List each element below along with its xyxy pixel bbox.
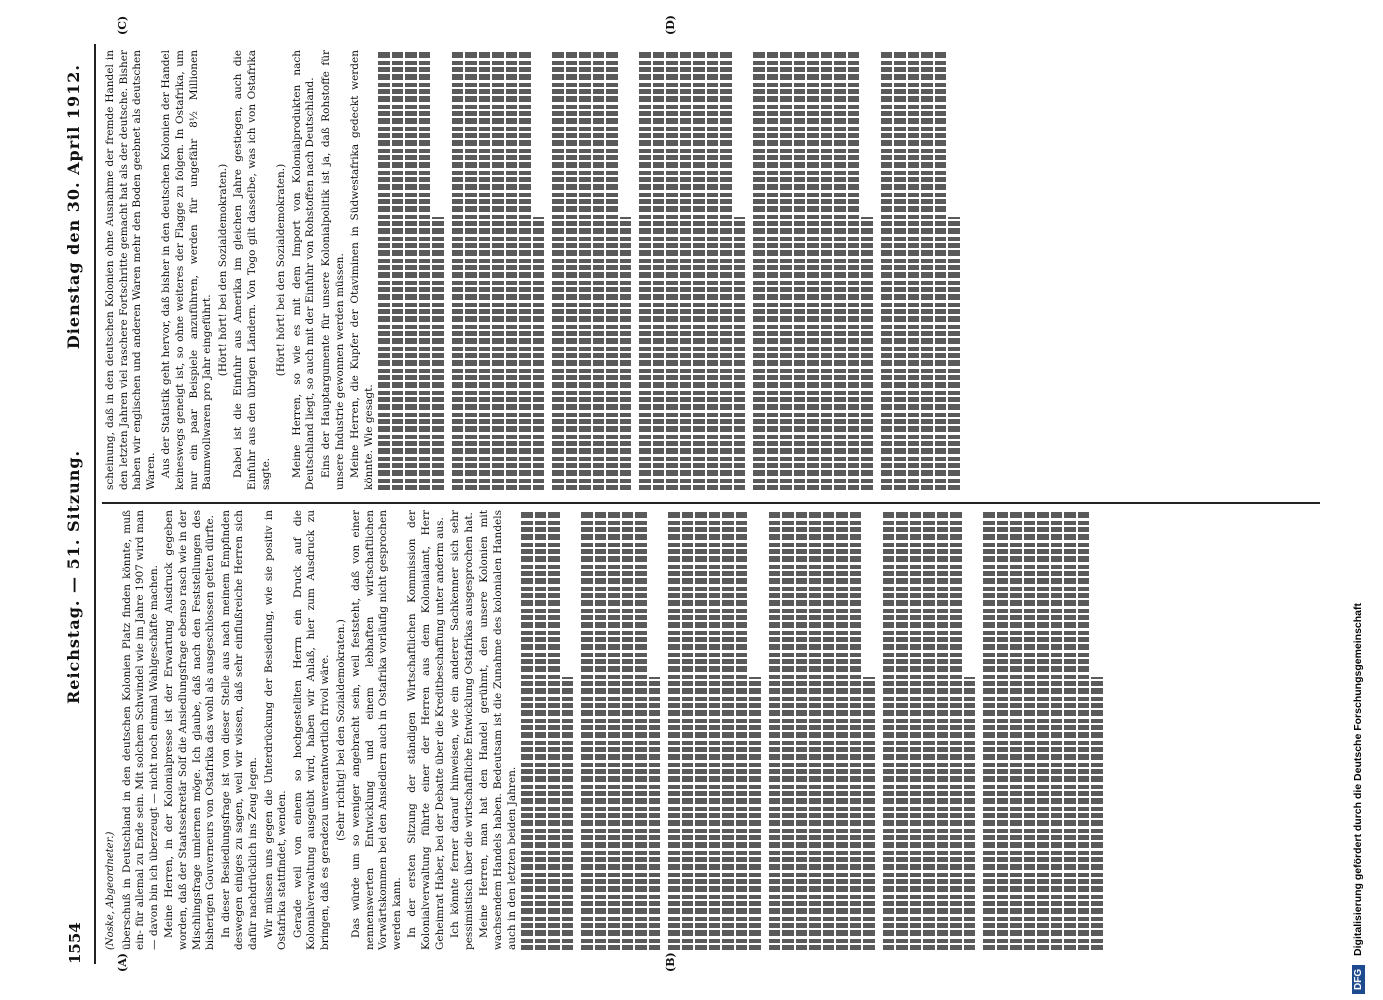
speaker-label: (Noske, Abgeordneter.): [105, 831, 116, 950]
margin-mark-b: (B): [664, 952, 677, 972]
paragraph: überschuß in Deutschland in den deutschen Kolonien Platz finden könnte, muß ein- für allemal zu Ende sein. Mit solchem Schwindel wie im Jahre 1907 wird man — davon bin ich überzeugt — nicht noch einmal Wahlgeschäfte machen.: [120, 510, 160, 950]
page-number: 1554: [66, 922, 84, 964]
paragraph: scheinung, daß in den deutschen Kolonien ohne Ausnahme der fremde Handel in den letzten Jahren viel raschere Fortschritte gemacht hat als der deutsche. Bisher haben wir englischen und anderen Waren mehr den Boden geebnet als deutschen Waren.: [104, 50, 157, 490]
paragraph: Gerade weil von einem so hochgestellten Herrn ein Druck auf die Kolonialverwaltung ausgeübt wird, haben wir Anlaß, hier zum Ausdruck zu bringen, daß es geradezu unverantwortlich frivol wäre.: [291, 510, 331, 950]
paragraph: Meine Herren, so wie es mit dem Import von Kolonialprodukten nach Deutschland liegt, so auch mit der Einfuhr von Rohstoffen nach Deutschland.: [290, 50, 317, 490]
header-rule: [94, 44, 96, 964]
text-lines-filler: [378, 50, 960, 490]
interjection: (Sehr richtig! bei den Sozialdemokraten.): [334, 619, 347, 841]
interjection: (Hört! hört! bei den Sozialdemokraten.): [216, 163, 229, 377]
paragraph: Aus der Statistik geht hervor, daß bisher in den deutschen Kolonien der Handel keineswegs geneigt ist, so ohne weiteres der Flagge zu folgen. In Ostafrika, um nur ein paar Beispiele anzuführen, werden für ungefähr 8½ Millionen Baumwollwaren pro Jahr eingeführt.: [160, 50, 214, 490]
interjection: (Hört! hört! bei den Sozialdemokraten.): [275, 163, 288, 377]
dfg-credit: [1352, 9, 1374, 994]
paragraph: Meine Herren, in der Kolonialpresse ist der Erwartung Ausdruck gegeben worden, daß der Staatssekretär Solf die Ansiedlungsfrage ebenso rasch wie in der Mischlingsfrage umlernen möge. Ich glaube, daß nach den Feststellungen des bisherigen Gouverneurs von Ostafrika das wohl als ausgeschlossen gelten dürfte.: [163, 510, 217, 950]
margin-mark-a: (A): [116, 953, 129, 972]
paragraph: Meine Herren, man hat den Handel gerühmt, den unsere Kolonien mit wachsendem Handels haben. Bedeutsam ist die Zunahme des kolonialen Handels auch in den letzten beiden Jahren.: [478, 510, 518, 950]
paragraph: In dieser Besiedlungsfrage ist von dieser Stelle aus nach meinem Empfinden deswegen einiges zu sagen, weil wir wissen, daß sehr einflußreiche Herren sich dafür nachdrücklich ins Zeug legen.: [219, 510, 259, 950]
paragraph: In der ersten Sitzung der ständigen Wirtschaftlichen Kommission der Kolonialverwaltung führte einer der Herren aus dem Kolonialamt, Herr Geheimrat Haber, bei der Debatte über die Kreditbeschaffung unter anderm aus.: [406, 510, 446, 950]
text-lines-filler: [521, 510, 1103, 950]
dfg-logo: DFG: [1352, 965, 1365, 994]
paragraph: Das würde um so weniger angebracht sein, weil feststeht, daß von einer nennenswerten Entwicklung und einem lebhaften wirtschaftlichen Vorwärtskommen bei den Ansiedlern auch in Ostafrika vorläufig nicht gesprochen werden kann.: [350, 510, 403, 950]
margin-mark-c: (C): [116, 15, 129, 35]
page-header: [62, 64, 88, 964]
paragraph: Wir müssen uns gegen die Unterdrückung der Besiedlung, wie sie positiv in Ostafrika stattfindet, wenden.: [262, 510, 289, 950]
dfg-credit-text: Digitalisierung gefördert durch die Deutsche Forschungsgemeinschaft: [1352, 602, 1364, 956]
column-divider: [102, 502, 1320, 504]
left-column: [104, 510, 1316, 950]
session-date: Dienstag den 30. April 1912.: [64, 64, 83, 350]
session-title: Reichstag. — 51. Sitzung.: [64, 449, 83, 704]
paragraph: Meine Herren, die Kupfer der Otaviminen in Südwestafrika gedeckt werden könnte. Wie gesagt.: [349, 50, 375, 490]
paragraph: Dabei ist die Einfuhr aus Amerika im gleichen Jahre gestiegen, auch die Einfuhr aus den übrigen Ländern. Von Togo gilt dasselbe, was ich von Ostafrika sagte.: [232, 50, 272, 490]
paragraph: Ich könnte ferner darauf hinweisen, wie ein anderer Sachkenner sich sehr pessimistisch über die wirtschaftliche Entwicklung Ostafrikas ausgesprochen hat.: [449, 510, 475, 950]
paragraph: Eins der Hauptargumente für unsere Kolonialpolitik ist ja, daß Rohstoffe für unsere Industrie gewonnen werden müssen.: [319, 50, 346, 490]
margin-mark-d: (D): [664, 15, 677, 35]
right-column: [104, 50, 1316, 490]
